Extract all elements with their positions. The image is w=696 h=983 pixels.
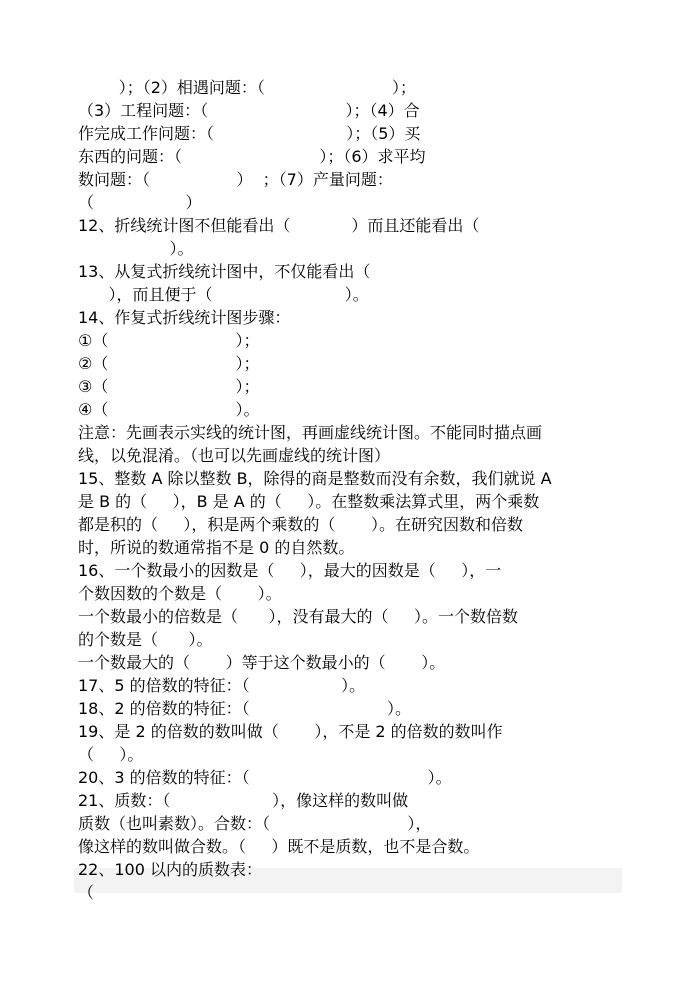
text-line: 是 B 的（ ），B 是 A 的（ ）。在整数乘法算式里，两个乘数 [78, 492, 540, 511]
text-line: 个数因数的个数是（ ）。 [78, 584, 282, 603]
text-line: ①（ ）； [78, 331, 260, 350]
text-line: 作完成工作问题：（ ）；（5）买 [78, 124, 421, 143]
text-line: 12、折线统计图不但能看出（ ）而且还能看出（ [78, 216, 480, 235]
text-line: 15、整数 A 除以整数 B，除得的商是整数而没有余数，我们就说 A [78, 469, 552, 488]
text-line: 都是积的（ ），积是两个乘数的（ ）。在研究因数和倍数 [78, 515, 524, 534]
text-line: 21、质数：（ ），像这样的数叫做 [78, 791, 409, 810]
text-line: 18、2 的倍数的特征：（ ）。 [78, 699, 411, 718]
text-line: ③（ ）； [78, 377, 260, 396]
text-line: 13、从复式折线统计图中，不仅能看出（ [78, 262, 371, 281]
text-line: 的个数是（ ）。 [78, 630, 213, 649]
text-line: （ ） [78, 193, 202, 212]
text-line: ）；（2）相遇问题：（ ）； [78, 78, 417, 97]
text-line: 时，所说的数通常指不是 0 的自然数。 [78, 538, 355, 557]
text-line: ）。 [78, 239, 194, 258]
text-line: 22、100 以内的质数表： [78, 860, 262, 879]
text-line: （ [78, 883, 95, 902]
text-line: 14、作复式折线统计图步骤： [78, 308, 291, 327]
text-line: 16、一个数最小的因数是（ ），最大的因数是（ ），一 [78, 561, 502, 580]
text-line: ④（ ）。 [78, 400, 260, 419]
text-line: 线，以免混淆。（也可以先画虚线的统计图） [78, 446, 391, 465]
text-line: 17、5 的倍数的特征：（ ）。 [78, 676, 366, 695]
text-line: 19、是 2 的倍数的数叫做（ ），不是 2 的倍数的数叫作 [78, 722, 503, 741]
text-line: ②（ ）； [78, 354, 260, 373]
text-line: 一个数最大的（ ）等于这个数最小的（ ）。 [78, 653, 446, 672]
text-line: 数问题：（ ） ；（7）产量问题： [78, 170, 393, 189]
text-line: 东西的问题：（ ）；（6）求平均 [78, 147, 426, 166]
text-line: （3）工程问题：（ ）；（4）合 [78, 101, 420, 120]
text-line: （ ）。 [78, 745, 144, 764]
text-line: 像这样的数叫做合数。（ ）既不是质数，也不是合数。 [78, 837, 480, 856]
text-line: 注意：先画表示实线的统计图，再画虚线统计图。不能同时描点画 [78, 423, 543, 442]
text-line: 一个数最小的倍数是（ ），没有最大的（ ）。一个数倍数 [78, 607, 518, 626]
text-line: ），而且便于（ ）。 [78, 285, 369, 304]
text-line: 质数（也叫素数）。合数：（ ）， [78, 814, 432, 833]
text-line: 20、3 的倍数的特征：（ ）。 [78, 768, 452, 787]
